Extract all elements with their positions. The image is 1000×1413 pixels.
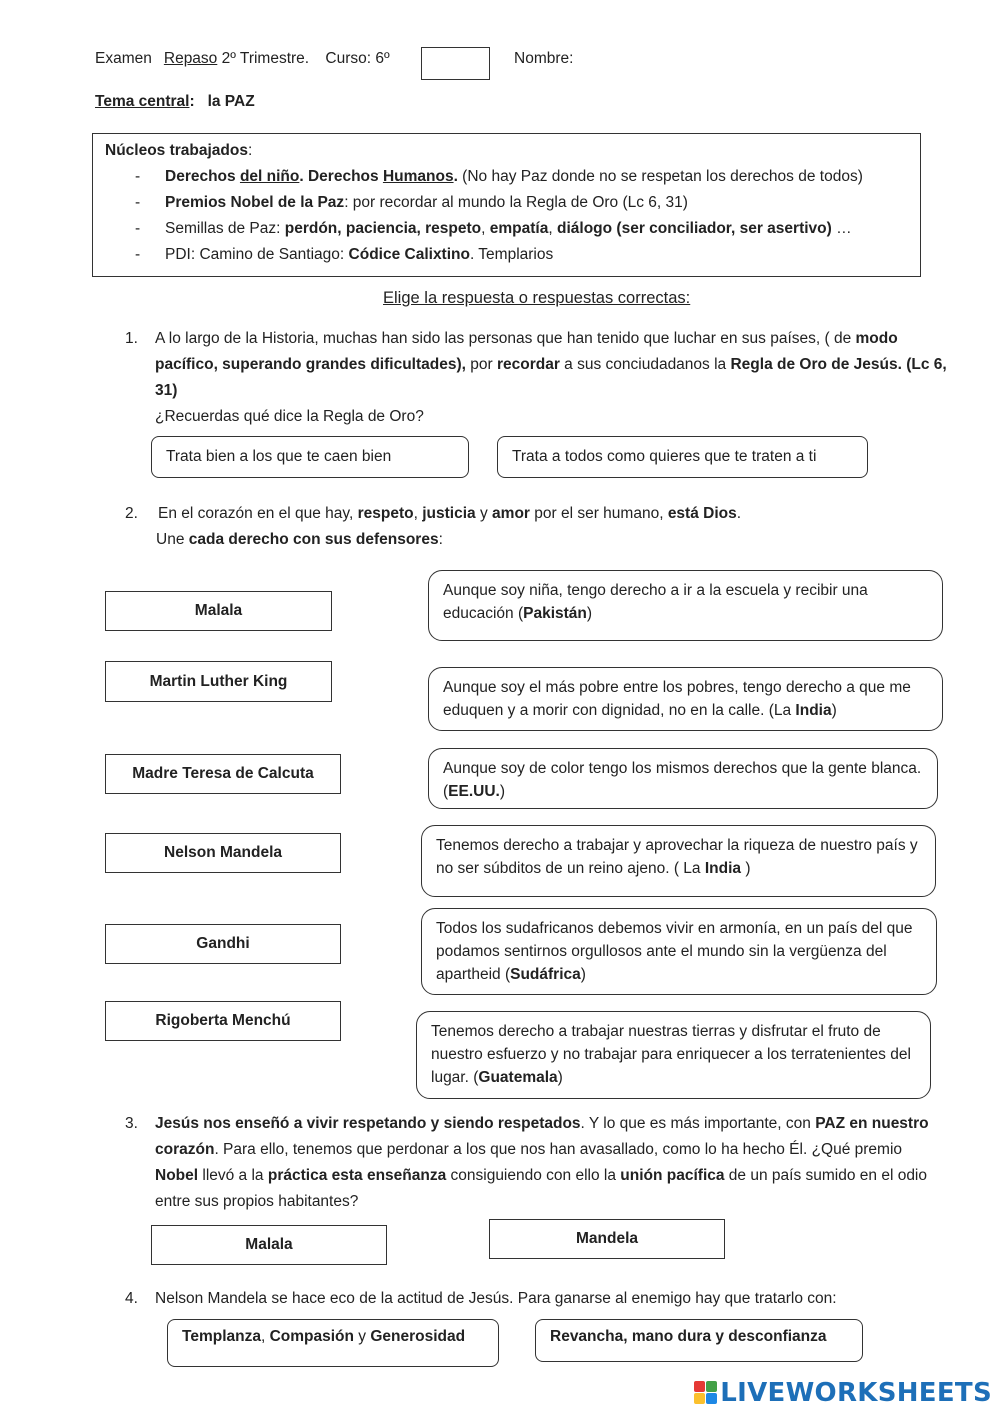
repaso-label: Repaso — [163, 50, 218, 67]
right-box-4[interactable]: Tenemos derecho a trabajar y aprovechar la riqueza de nuestro país y no ser súbditos de un reino ajeno. ( La India ) — [421, 825, 936, 897]
trimestre-label: 2º Trimestre. — [221, 50, 310, 67]
right-box-2[interactable]: Aunque soy el más pobre entre los pobres, tengo derecho a que me eduquen y a morir con dignidad, no en la calle. (La India) — [428, 667, 943, 731]
question-1: 1. A lo largo de la Historia, muchas han sido las personas que han tenido que luchar en sus países, ( de modo pacífico, superando grandes dificultades), por recordar a sus conciudadanos la Regla de Oro de Jesús. (Lc 6, 31) ¿Recuerdas qué dice la Regla de Oro? — [155, 326, 955, 430]
q1-option-1[interactable]: Trata bien a los que te caen bien — [151, 436, 469, 478]
instructions: Elige la respuesta o respuestas correctas: — [383, 289, 691, 307]
right-box-6[interactable]: Tenemos derecho a trabajar nuestras tierras y disfrutar el fruto de nuestro esfuerzo y no trabajar para enriquecer a los terratenientes del lugar. (Guatemala) — [416, 1011, 931, 1099]
curso-input-box[interactable] — [421, 47, 490, 80]
right-box-1[interactable]: Aunque soy niña, tengo derecho a ir a la escuela y recibir una educación (Pakistán) — [428, 570, 943, 641]
nucleos-box — [92, 133, 921, 277]
nucleo-item-premios: - Premios Nobel de la Paz: por recordar al mundo la Regla de Oro (Lc 6, 31) — [105, 190, 908, 216]
name-box-madre-teresa[interactable]: Madre Teresa de Calcuta — [105, 754, 341, 794]
question-2-instruction: Une cada derecho con sus defensores: — [156, 531, 443, 548]
logo-text: LIVEWORKSHEETS — [720, 1378, 992, 1408]
q4-option-2[interactable]: Revancha, mano dura y desconfianza — [535, 1319, 863, 1362]
question-4: 4. Nelson Mandela se hace eco de la actitud de Jesús. Para ganarse al enemigo hay que tratarlo con: — [125, 1290, 837, 1307]
exam-header — [95, 50, 390, 68]
nucleos-list — [105, 164, 908, 268]
q4-option-1[interactable]: Templanza, Compasión y Generosidad — [167, 1319, 499, 1367]
liveworksheets-logo — [694, 1378, 992, 1408]
curso-label: Curso: 6º — [325, 50, 390, 67]
question-3: 3. Jesús nos enseñó a vivir respetando y siendo respetados. Y lo que es más importante, con PAZ en nuestro corazón. Para ello, tenemos que perdonar a los que nos han avasallado, como lo ha hecho Él. ¿Qué premio Nobel llevó a la práctica esta enseñanza consiguiendo con ello la unión pacífica de un país sumido en el odio entre sus propios habitantes? — [125, 1115, 929, 1210]
right-box-3[interactable]: Aunque soy de color tengo los mismos derechos que la gente blanca. (EE.UU.) — [428, 748, 938, 809]
nucleo-item-derechos: - Derechos del niño. Derechos Humanos. (No hay Paz donde no se respetan los derechos de todos) — [105, 164, 908, 190]
name-box-gandhi[interactable]: Gandhi — [105, 924, 341, 964]
q1-option-2[interactable]: Trata a todos como quieres que te traten a ti — [497, 436, 868, 478]
question-2: 2. En el corazón en el que hay, respeto, justicia y amor por el ser humano, está Dios. — [125, 505, 742, 522]
q3-option-mandela[interactable]: Mandela — [489, 1219, 725, 1259]
question-1-prompt: ¿Recuerdas qué dice la Regla de Oro? — [155, 408, 424, 425]
tema-central: Tema central: la PAZ — [95, 93, 255, 110]
tema-value: la PAZ — [207, 93, 255, 110]
q3-option-malala[interactable]: Malala — [151, 1225, 387, 1265]
name-box-nelson-mandela[interactable]: Nelson Mandela — [105, 833, 341, 873]
nombre-label: Nombre: — [514, 50, 574, 67]
right-box-5[interactable]: Todos los sudafricanos debemos vivir en armonía, en un país del que podamos sentirnos orgullosos ante el mundo sin la vergüenza del apartheid (Sudáfrica) — [421, 908, 937, 995]
tema-label: Tema central — [95, 93, 190, 110]
nucleo-item-semillas: - Semillas de Paz: perdón, paciencia, respeto, empatía, diálogo (ser conciliador, ser asertivo) … — [105, 216, 908, 242]
nucleos-title: Núcleos trabajados: — [105, 142, 253, 159]
exam-label: Examen — [95, 50, 152, 67]
name-box-malala[interactable]: Malala — [105, 591, 332, 631]
liveworksheets-logo-icon — [694, 1381, 718, 1405]
nucleo-item-pdi: - PDI: Camino de Santiago: Códice Calixtino. Templarios — [105, 242, 908, 268]
name-box-martin-luther-king[interactable]: Martin Luther King — [105, 661, 332, 702]
name-box-rigoberta-menchu[interactable]: Rigoberta Menchú — [105, 1001, 341, 1041]
